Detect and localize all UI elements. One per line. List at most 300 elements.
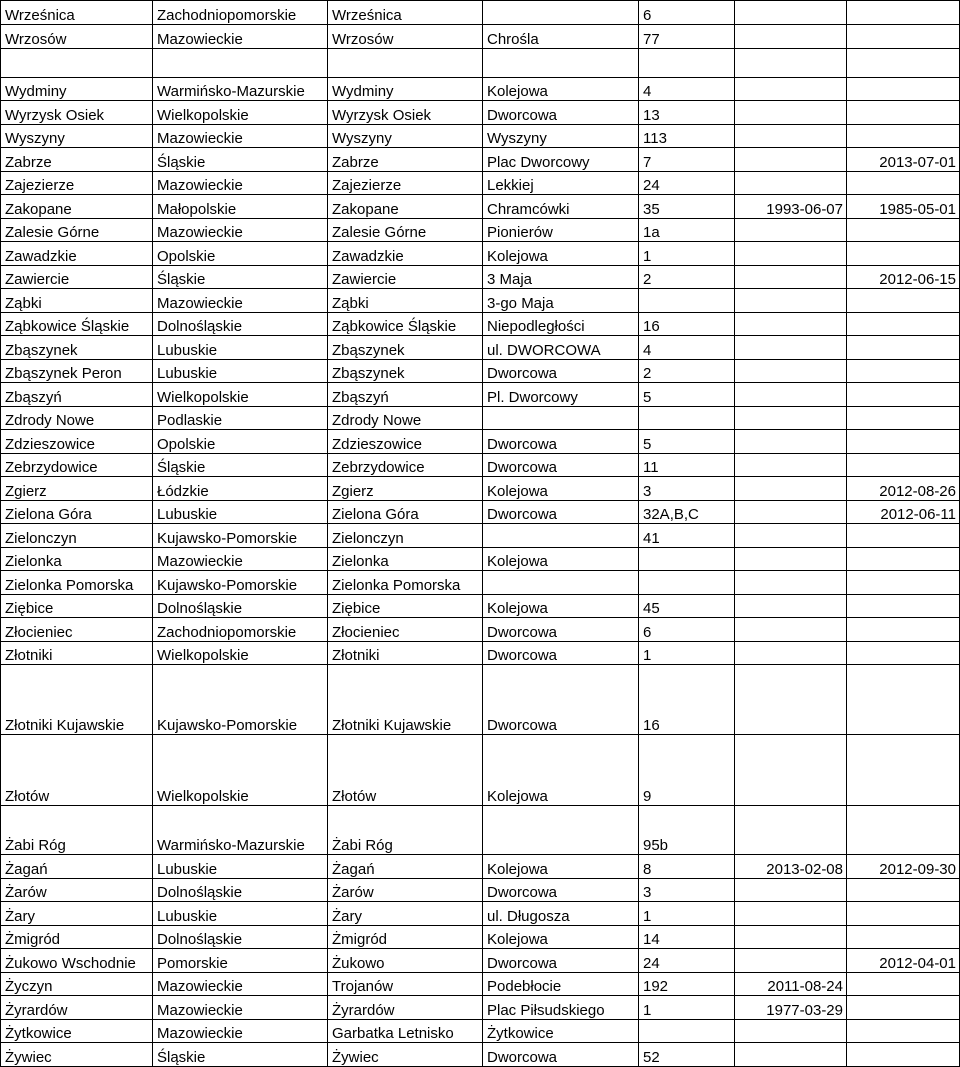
cell-date-2 — [847, 1043, 960, 1067]
cell-date-2: 2012-04-01 — [847, 949, 960, 973]
cell-city: Wydminy — [328, 78, 483, 101]
cell-province: Kujawsko-Pomorskie — [153, 524, 328, 548]
cell-number: 192 — [639, 973, 735, 996]
cell-date-1: 2011-08-24 — [735, 973, 847, 996]
cell-number: 14 — [639, 926, 735, 949]
cell-province: Warmińsko-Mazurskie — [153, 78, 328, 101]
cell-city: Ząbkowice Śląskie — [328, 313, 483, 336]
cell-street: Wyszyny — [483, 125, 639, 148]
cell-date-1: 1993-06-07 — [735, 195, 847, 219]
cell-date-2 — [847, 383, 960, 407]
cell-street: Kolejowa — [483, 595, 639, 618]
cell-street: Chramcówki — [483, 195, 639, 219]
cell-province: Śląskie — [153, 148, 328, 172]
cell-street: Dworcowa — [483, 1043, 639, 1067]
cell-date-2 — [847, 454, 960, 477]
cell-number: 52 — [639, 1043, 735, 1067]
cell-station-name: Ząbkowice Śląskie — [1, 313, 153, 336]
table-row — [1, 973, 960, 996]
cell-date-2 — [847, 902, 960, 926]
cell-city: Wrzosów — [328, 25, 483, 49]
cell-city: Zajezierze — [328, 172, 483, 195]
table-row — [1, 665, 960, 735]
table-row — [1, 1043, 960, 1067]
cell-date-1 — [735, 1, 847, 25]
cell-province: Wielkopolskie — [153, 735, 328, 806]
cell-number: 45 — [639, 595, 735, 618]
cell-station-name: Zielonka — [1, 548, 153, 571]
cell-street: Kolejowa — [483, 735, 639, 806]
cell-number: 6 — [639, 1, 735, 25]
cell-date-2 — [847, 172, 960, 195]
cell-station-name: Żmigród — [1, 926, 153, 949]
table-row — [1, 219, 960, 242]
cell-province: Dolnośląskie — [153, 879, 328, 902]
cell-station-name: Zdrody Nowe — [1, 407, 153, 430]
cell-city: Złocieniec — [328, 618, 483, 642]
table-row — [1, 501, 960, 524]
cell-city: Żmigród — [328, 926, 483, 949]
cell-street: Chrośla — [483, 25, 639, 49]
cell-number: 16 — [639, 313, 735, 336]
cell-date-2 — [847, 360, 960, 383]
cell-station-name: Zakopane — [1, 195, 153, 219]
cell-street: Plac Piłsudskiego — [483, 996, 639, 1020]
cell-street: Dworcowa — [483, 642, 639, 665]
cell-province: Kujawsko-Pomorskie — [153, 571, 328, 595]
table-row — [1, 383, 960, 407]
cell-date-1 — [735, 360, 847, 383]
cell-street: Podebłocie — [483, 973, 639, 996]
cell-city: Zebrzydowice — [328, 454, 483, 477]
cell-number: 24 — [639, 949, 735, 973]
cell-date-1 — [735, 642, 847, 665]
cell-station-name: Zabrze — [1, 148, 153, 172]
cell-city: Złotniki Kujawskie — [328, 665, 483, 735]
cell-number: 9 — [639, 735, 735, 806]
cell-province: Dolnośląskie — [153, 926, 328, 949]
cell-date-2 — [847, 571, 960, 595]
cell-city — [328, 49, 483, 78]
cell-province: Śląskie — [153, 266, 328, 289]
cell-number: 13 — [639, 101, 735, 125]
cell-date-2 — [847, 407, 960, 430]
cell-number: 35 — [639, 195, 735, 219]
cell-date-2 — [847, 313, 960, 336]
table-row — [1, 148, 960, 172]
cell-date-2 — [847, 665, 960, 735]
cell-date-2: 2012-06-15 — [847, 266, 960, 289]
cell-date-2 — [847, 926, 960, 949]
cell-number — [639, 571, 735, 595]
cell-street: Kolejowa — [483, 242, 639, 266]
cell-date-1: 1977-03-29 — [735, 996, 847, 1020]
cell-date-1 — [735, 172, 847, 195]
table-row — [1, 806, 960, 855]
cell-station-name: Złocieniec — [1, 618, 153, 642]
cell-date-1 — [735, 571, 847, 595]
table-row — [1, 313, 960, 336]
cell-city: Garbatka Letnisko — [328, 1020, 483, 1043]
cell-date-1 — [735, 1020, 847, 1043]
cell-number: 1 — [639, 642, 735, 665]
cell-city: Zalesie Górne — [328, 219, 483, 242]
cell-city: Zawadzkie — [328, 242, 483, 266]
table-row — [1, 1, 960, 25]
cell-province: Małopolskie — [153, 195, 328, 219]
table-row — [1, 430, 960, 454]
cell-station-name: Złotów — [1, 735, 153, 806]
cell-street — [483, 1, 639, 25]
cell-station-name: Żarów — [1, 879, 153, 902]
cell-date-2 — [847, 806, 960, 855]
table-row — [1, 735, 960, 806]
cell-number: 6 — [639, 618, 735, 642]
cell-street: Kolejowa — [483, 477, 639, 501]
cell-street — [483, 407, 639, 430]
cell-date-1 — [735, 524, 847, 548]
cell-street — [483, 524, 639, 548]
cell-province: Wielkopolskie — [153, 642, 328, 665]
cell-street: Kolejowa — [483, 855, 639, 879]
cell-station-name: Ząbki — [1, 289, 153, 313]
cell-date-2 — [847, 879, 960, 902]
cell-date-2 — [847, 996, 960, 1020]
table-row — [1, 996, 960, 1020]
cell-province: Dolnośląskie — [153, 595, 328, 618]
cell-city: Zdzieszowice — [328, 430, 483, 454]
cell-number: 8 — [639, 855, 735, 879]
cell-date-1 — [735, 242, 847, 266]
cell-station-name: Zawiercie — [1, 266, 153, 289]
cell-number: 11 — [639, 454, 735, 477]
cell-city: Zbąszyń — [328, 383, 483, 407]
cell-province: Mazowieckie — [153, 1020, 328, 1043]
cell-province: Mazowieckie — [153, 289, 328, 313]
cell-street — [483, 571, 639, 595]
cell-station-name: Wydminy — [1, 78, 153, 101]
table-row — [1, 336, 960, 360]
cell-station-name: Wrześnica — [1, 1, 153, 25]
table-row — [1, 571, 960, 595]
cell-station-name: Zalesie Górne — [1, 219, 153, 242]
cell-date-1 — [735, 125, 847, 148]
cell-street: Lekkiej — [483, 172, 639, 195]
table-row — [1, 548, 960, 571]
cell-date-1 — [735, 454, 847, 477]
cell-city: Trojanów — [328, 973, 483, 996]
cell-number: 1a — [639, 219, 735, 242]
cell-date-1 — [735, 336, 847, 360]
cell-number — [639, 548, 735, 571]
cell-city: Zbąszynek — [328, 336, 483, 360]
cell-city: Zgierz — [328, 477, 483, 501]
table-row — [1, 172, 960, 195]
cell-station-name: Zielonczyn — [1, 524, 153, 548]
cell-number: 41 — [639, 524, 735, 548]
cell-province: Zachodniopomorskie — [153, 618, 328, 642]
cell-city: Żarów — [328, 879, 483, 902]
cell-province: Zachodniopomorskie — [153, 1, 328, 25]
cell-province: Mazowieckie — [153, 548, 328, 571]
cell-province: Lubuskie — [153, 855, 328, 879]
cell-street: Dworcowa — [483, 879, 639, 902]
cell-date-1 — [735, 949, 847, 973]
cell-province: Mazowieckie — [153, 219, 328, 242]
cell-province: Wielkopolskie — [153, 383, 328, 407]
cell-city: Zawiercie — [328, 266, 483, 289]
cell-province: Wielkopolskie — [153, 101, 328, 125]
cell-date-2 — [847, 618, 960, 642]
cell-number: 2 — [639, 266, 735, 289]
table-row — [1, 407, 960, 430]
cell-street: ul. Długosza — [483, 902, 639, 926]
cell-date-1 — [735, 383, 847, 407]
cell-date-2 — [847, 1020, 960, 1043]
cell-city: Żukowo — [328, 949, 483, 973]
cell-province: Podlaskie — [153, 407, 328, 430]
cell-date-2 — [847, 25, 960, 49]
table-row — [1, 902, 960, 926]
cell-date-2 — [847, 125, 960, 148]
cell-date-2: 2013-07-01 — [847, 148, 960, 172]
cell-province: Lubuskie — [153, 360, 328, 383]
cell-date-1 — [735, 313, 847, 336]
cell-city: Żagań — [328, 855, 483, 879]
cell-station-name: Złotniki — [1, 642, 153, 665]
cell-city: Wrześnica — [328, 1, 483, 25]
table-row — [1, 477, 960, 501]
cell-street: 3 Maja — [483, 266, 639, 289]
cell-city: Zielonczyn — [328, 524, 483, 548]
cell-station-name — [1, 49, 153, 78]
cell-city: Żabi Róg — [328, 806, 483, 855]
table-row — [1, 101, 960, 125]
table-row — [1, 855, 960, 879]
cell-date-2: 1985-05-01 — [847, 195, 960, 219]
cell-date-2 — [847, 642, 960, 665]
cell-city: Zdrody Nowe — [328, 407, 483, 430]
cell-date-1 — [735, 407, 847, 430]
cell-number — [639, 289, 735, 313]
cell-province: Opolskie — [153, 242, 328, 266]
cell-station-name: Zgierz — [1, 477, 153, 501]
cell-street: Kolejowa — [483, 926, 639, 949]
cell-number — [639, 49, 735, 78]
cell-date-1 — [735, 148, 847, 172]
cell-province: Opolskie — [153, 430, 328, 454]
cell-province: Śląskie — [153, 1043, 328, 1067]
cell-date-1 — [735, 49, 847, 78]
cell-station-name: Wyrzysk Osiek — [1, 101, 153, 125]
cell-city: Zakopane — [328, 195, 483, 219]
cell-date-1 — [735, 78, 847, 101]
cell-number: 3 — [639, 477, 735, 501]
cell-city: Zbąszynek — [328, 360, 483, 383]
cell-date-1 — [735, 926, 847, 949]
cell-province: Śląskie — [153, 454, 328, 477]
cell-date-2 — [847, 973, 960, 996]
cell-street: Plac Dworcowy — [483, 148, 639, 172]
cell-date-2 — [847, 78, 960, 101]
cell-station-name: Żagań — [1, 855, 153, 879]
cell-station-name: Zebrzydowice — [1, 454, 153, 477]
cell-province: Mazowieckie — [153, 25, 328, 49]
cell-station-name: Złotniki Kujawskie — [1, 665, 153, 735]
cell-date-1 — [735, 266, 847, 289]
cell-station-name: Żabi Róg — [1, 806, 153, 855]
cell-date-1 — [735, 430, 847, 454]
cell-street: Dworcowa — [483, 501, 639, 524]
cell-station-name: Zajezierze — [1, 172, 153, 195]
cell-date-1: 2013-02-08 — [735, 855, 847, 879]
cell-station-name: Zbąszynek Peron — [1, 360, 153, 383]
table-row — [1, 454, 960, 477]
cell-street: Dworcowa — [483, 101, 639, 125]
cell-number: 24 — [639, 172, 735, 195]
cell-street: Dworcowa — [483, 360, 639, 383]
cell-street: 3-go Maja — [483, 289, 639, 313]
cell-number — [639, 407, 735, 430]
cell-province: Kujawsko-Pomorskie — [153, 665, 328, 735]
cell-date-1 — [735, 595, 847, 618]
cell-station-name: Życzyn — [1, 973, 153, 996]
cell-street: Niepodległości — [483, 313, 639, 336]
cell-province: Mazowieckie — [153, 996, 328, 1020]
cell-street — [483, 49, 639, 78]
table-row — [1, 642, 960, 665]
cell-province: Mazowieckie — [153, 973, 328, 996]
cell-date-2: 2012-09-30 — [847, 855, 960, 879]
cell-number: 16 — [639, 665, 735, 735]
cell-street: Dworcowa — [483, 430, 639, 454]
cell-number: 95b — [639, 806, 735, 855]
table-row — [1, 926, 960, 949]
table-row — [1, 242, 960, 266]
cell-station-name: Zawadzkie — [1, 242, 153, 266]
cell-station-name: Zbąszyń — [1, 383, 153, 407]
cell-number: 2 — [639, 360, 735, 383]
cell-number: 4 — [639, 336, 735, 360]
cell-date-2 — [847, 1, 960, 25]
cell-station-name: Zielonka Pomorska — [1, 571, 153, 595]
cell-province — [153, 49, 328, 78]
cell-number: 7 — [639, 148, 735, 172]
cell-city: Żary — [328, 902, 483, 926]
table-row — [1, 524, 960, 548]
cell-date-1 — [735, 879, 847, 902]
cell-province: Lubuskie — [153, 336, 328, 360]
cell-date-1 — [735, 219, 847, 242]
cell-date-1 — [735, 548, 847, 571]
cell-date-2: 2012-08-26 — [847, 477, 960, 501]
cell-station-name: Ziębice — [1, 595, 153, 618]
cell-province: Warmińsko-Mazurskie — [153, 806, 328, 855]
cell-province: Lubuskie — [153, 902, 328, 926]
cell-date-2 — [847, 289, 960, 313]
cell-street: Pl. Dworcowy — [483, 383, 639, 407]
table-row — [1, 879, 960, 902]
cell-street: ul. DWORCOWA — [483, 336, 639, 360]
cell-city: Ząbki — [328, 289, 483, 313]
table-row — [1, 125, 960, 148]
cell-province: Łódzkie — [153, 477, 328, 501]
cell-province: Lubuskie — [153, 501, 328, 524]
cell-street: Żytkowice — [483, 1020, 639, 1043]
cell-street: Dworcowa — [483, 665, 639, 735]
cell-number: 5 — [639, 383, 735, 407]
cell-number: 1 — [639, 902, 735, 926]
cell-number — [639, 1020, 735, 1043]
cell-city: Złotniki — [328, 642, 483, 665]
cell-street: Dworcowa — [483, 618, 639, 642]
cell-city: Zielonka Pomorska — [328, 571, 483, 595]
cell-date-2 — [847, 49, 960, 78]
cell-city: Ziębice — [328, 595, 483, 618]
table-row — [1, 949, 960, 973]
table-row — [1, 618, 960, 642]
cell-station-name: Zbąszynek — [1, 336, 153, 360]
cell-number: 1 — [639, 242, 735, 266]
cell-date-1 — [735, 665, 847, 735]
cell-station-name: Żytkowice — [1, 1020, 153, 1043]
cell-date-2: 2012-06-11 — [847, 501, 960, 524]
cell-street: Dworcowa — [483, 949, 639, 973]
cell-date-2 — [847, 219, 960, 242]
cell-date-1 — [735, 477, 847, 501]
cell-province: Mazowieckie — [153, 172, 328, 195]
cell-number: 4 — [639, 78, 735, 101]
cell-date-2 — [847, 430, 960, 454]
cell-city: Żywiec — [328, 1043, 483, 1067]
table-row — [1, 49, 960, 78]
cell-date-1 — [735, 101, 847, 125]
cell-station-name: Wrzosów — [1, 25, 153, 49]
cell-date-2 — [847, 524, 960, 548]
cell-station-name: Wyszyny — [1, 125, 153, 148]
cell-station-name: Zdzieszowice — [1, 430, 153, 454]
cell-date-1 — [735, 289, 847, 313]
cell-date-2 — [847, 735, 960, 806]
cell-city: Wyszyny — [328, 125, 483, 148]
cell-city: Zabrze — [328, 148, 483, 172]
cell-station-name: Żyrardów — [1, 996, 153, 1020]
cell-date-2 — [847, 595, 960, 618]
cell-date-1 — [735, 501, 847, 524]
cell-date-2 — [847, 336, 960, 360]
cell-date-1 — [735, 735, 847, 806]
cell-station-name: Zielona Góra — [1, 501, 153, 524]
cell-station-name: Żukowo Wschodnie — [1, 949, 153, 973]
cell-date-2 — [847, 242, 960, 266]
table-row — [1, 195, 960, 219]
table-row — [1, 360, 960, 383]
cell-number: 5 — [639, 430, 735, 454]
cell-number: 113 — [639, 125, 735, 148]
cell-city: Zielona Góra — [328, 501, 483, 524]
cell-number: 1 — [639, 996, 735, 1020]
cell-street: Kolejowa — [483, 78, 639, 101]
table-row — [1, 289, 960, 313]
cell-province: Pomorskie — [153, 949, 328, 973]
cell-city: Złotów — [328, 735, 483, 806]
table-body — [1, 1, 960, 1067]
cell-street: Pionierów — [483, 219, 639, 242]
cell-date-1 — [735, 902, 847, 926]
cell-station-name: Żary — [1, 902, 153, 926]
table-row — [1, 25, 960, 49]
cell-station-name: Żywiec — [1, 1043, 153, 1067]
